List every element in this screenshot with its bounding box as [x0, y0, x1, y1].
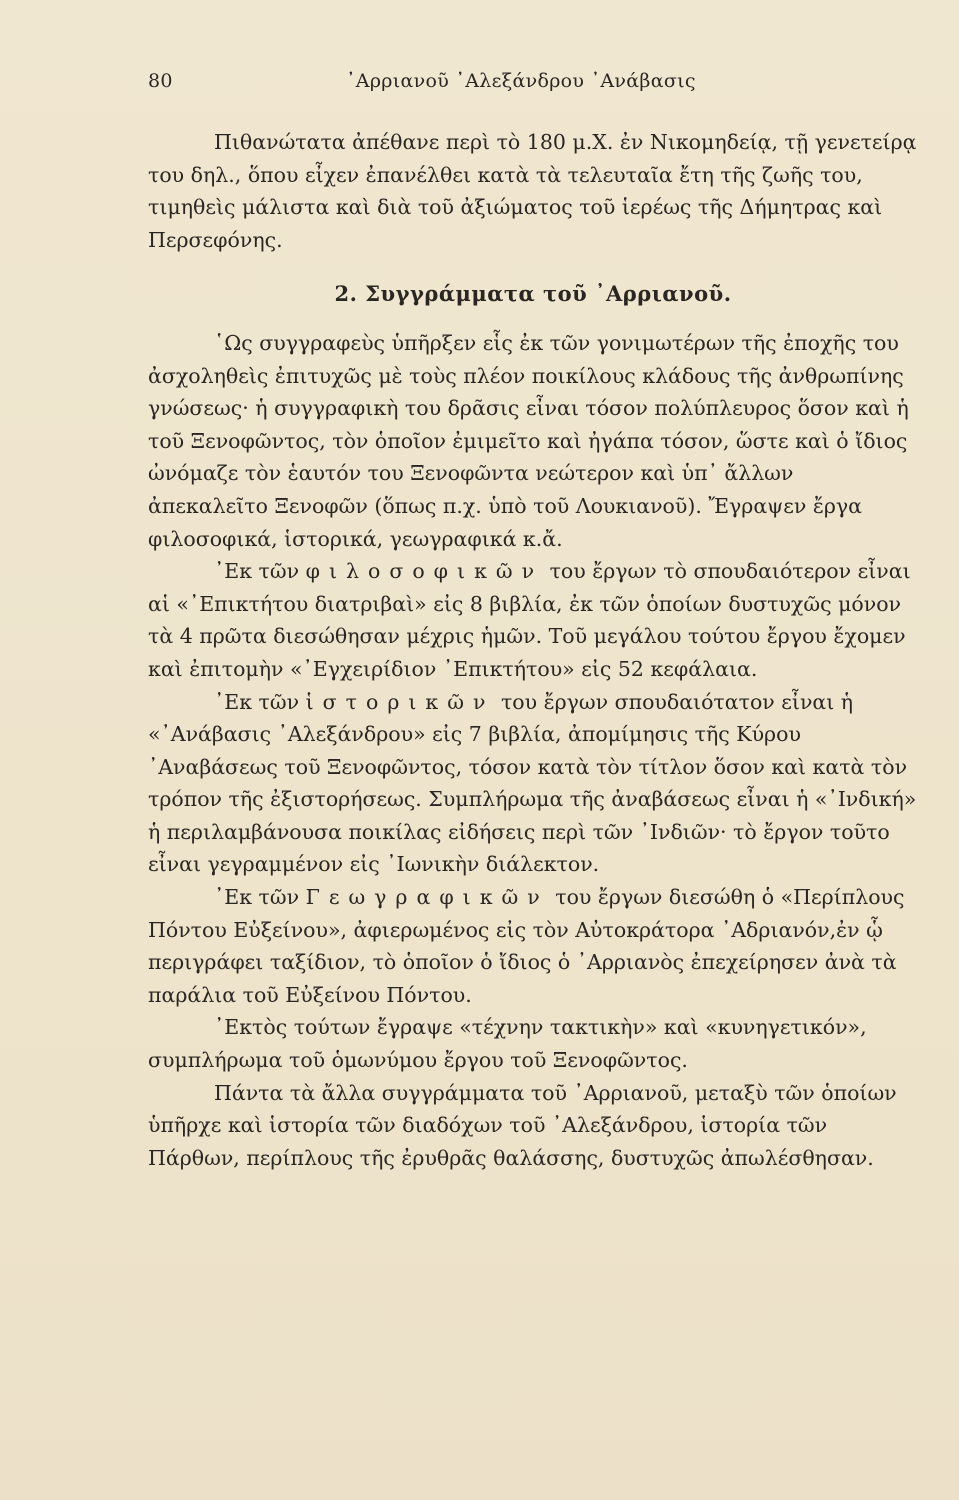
paragraph-lost-works: Πάντα τὰ ἄλλα συγγράμματα τοῦ ᾿Αρριανοῦ, μεταξὺ τῶν ὁποίων ὑπῆρχε καὶ ἱστορία τῶν διαδόχων τοῦ ᾿Αλεξάνδρου, ἱστορία τῶν Πάρθων, περίπλους τῆς ἐρυθρᾶς θαλάσσης, δυστυχῶς ἀπωλέσθησαν.	[148, 1080, 897, 1170]
spaced-term: φιλοσοφικῶν	[305, 559, 544, 584]
paragraph-text: του ἔργων τὸ σπουδαιότερον εἶναι αἱ «᾿Επικτήτου διατριβαὶ» εἰς 8 βιβλία, ἐκ τῶν ὁποίων δυστυχῶς μόνον τὰ 4 πρῶτα διεσώθησαν μέχρις ἡμῶν. Τοῦ μεγάλου τούτου ἔργου ἔχομεν καὶ ἐπιτομὴν «᾿Εγχειρίδιον ᾿Επικτήτου» εἰς 52 κεφάλαια.	[148, 559, 911, 681]
paragraph-philosophical-works	[148, 555, 918, 685]
paragraph-historical-works	[148, 686, 918, 882]
spaced-term: Γεωγραφικῶν	[305, 885, 549, 910]
paragraph-death: Πιθανώτατα ἀπέθανε περὶ τὸ 180 μ.Χ. ἐν Νικομηδείᾳ, τῇ γενετείρᾳ του δηλ., ὅπου εἶχεν ἐπανέλθει κατὰ τὰ τελευταῖα ἔτη τῆς ζωῆς του, τιμηθεὶς μάλιστα καὶ διὰ τοῦ ἀξιώματος τοῦ ἱερέως τῆς Δήμητρας καὶ Περσεφόνης.	[148, 130, 917, 252]
section-heading: 2. Συγγράμματα τοῦ ᾿Αρριανοῦ.	[334, 281, 732, 307]
paragraph-text: του ἔργων σπουδαιότατον εἶναι ἡ «᾿Ανάβασις ᾿Αλεξάνδρου» εἰς 7 βιβλία, ἀπομίμησις τῆς Κύρου ᾿Αναβάσεως τοῦ Ξενοφῶντος, τόσον κατὰ τὸν τίτλον ὅσον καὶ κατὰ τὸν τρόπον τῆς ἐξιστορήσεως. Συμπλήρωμα τῆς ἀναβάσεως εἶναι ἡ «᾿Ινδική» ἡ περιλαμβάνουσα ποικίλας εἰδήσεις περὶ τῶν ᾿Ινδιῶν· τὸ ἔργον τοῦτο εἶναι γεγραμμένον εἰς ᾿Ιωνικὴν διάλεκτον.	[148, 689, 917, 877]
paragraph-author-overview: ῾Ως συγγραφεὺς ὑπῆρξεν εἷς ἐκ τῶν γονιμωτέρων τῆς ἐποχῆς του ἀσχοληθεὶς ἐπιτυχῶς μὲ τοὺς πλέον ποικίλους κλάδους τῆς ἀνθρωπίνης γνώσεως· ἡ συγγραφικὴ του δρᾶσις εἶναι τόσον πολύπλευρος ὅσον καὶ ἡ τοῦ Ξενοφῶντος, τὸν ὁποῖον ἐμιμεῖτο καὶ ἠγάπα τόσον, ὥστε καὶ ὁ ἴδιος ὠνόμαζε τὸν ἑαυτόν του Ξενοφῶντα νεώτερον καὶ ὑπ᾿ ἄλλων ἀπεκαλεῖτο Ξενοφῶν (ὅπως π.χ. ὑπὸ τοῦ Λουκιανοῦ). Ἔγραψεν ἔργα φιλοσοφικά, ἱστορικά, γεωγραφικά κ.ἄ.	[148, 330, 909, 551]
spaced-term: ἱστορικῶν	[305, 689, 495, 714]
paragraph-text: του ἔργων διεσώθη ὁ «Περίπλους Πόντου Εὐξείνου», ἀφιερωμένος εἰς τὸν Αὐτοκράτορα ᾿Αδριανόν,ἐν ᾧ περιγράφει ταξίδιον, τὸ ὁποῖον ὁ ἴδιος ὁ ᾿Αρριανὸς ἐπεχείρησεν ἀνὰ τὰ παράλια τοῦ Εὐξείνου Πόντου.	[148, 885, 905, 1007]
lead-text: ᾿Εκ τῶν	[214, 689, 300, 714]
lead-text: ᾿Εκ τῶν	[214, 559, 300, 584]
body-text	[148, 126, 918, 1174]
running-title: ᾿Αρριανοῦ ᾿Αλεξάνδρου ᾿Ανάβασις	[346, 70, 696, 92]
lead-text: ᾿Εκ τῶν	[214, 885, 300, 910]
paragraph-other-works: ᾿Εκτὸς τούτων ἔγραψε «τέχνην τακτικὴν» καὶ «κυνηγετικόν», συμπλήρωμα τοῦ ὁμωνύμου ἔργου τοῦ Ξενοφῶντος.	[148, 1015, 867, 1073]
paragraph-geographical-works	[148, 881, 918, 1011]
page-header	[148, 70, 828, 104]
page-number: 80	[148, 70, 173, 92]
